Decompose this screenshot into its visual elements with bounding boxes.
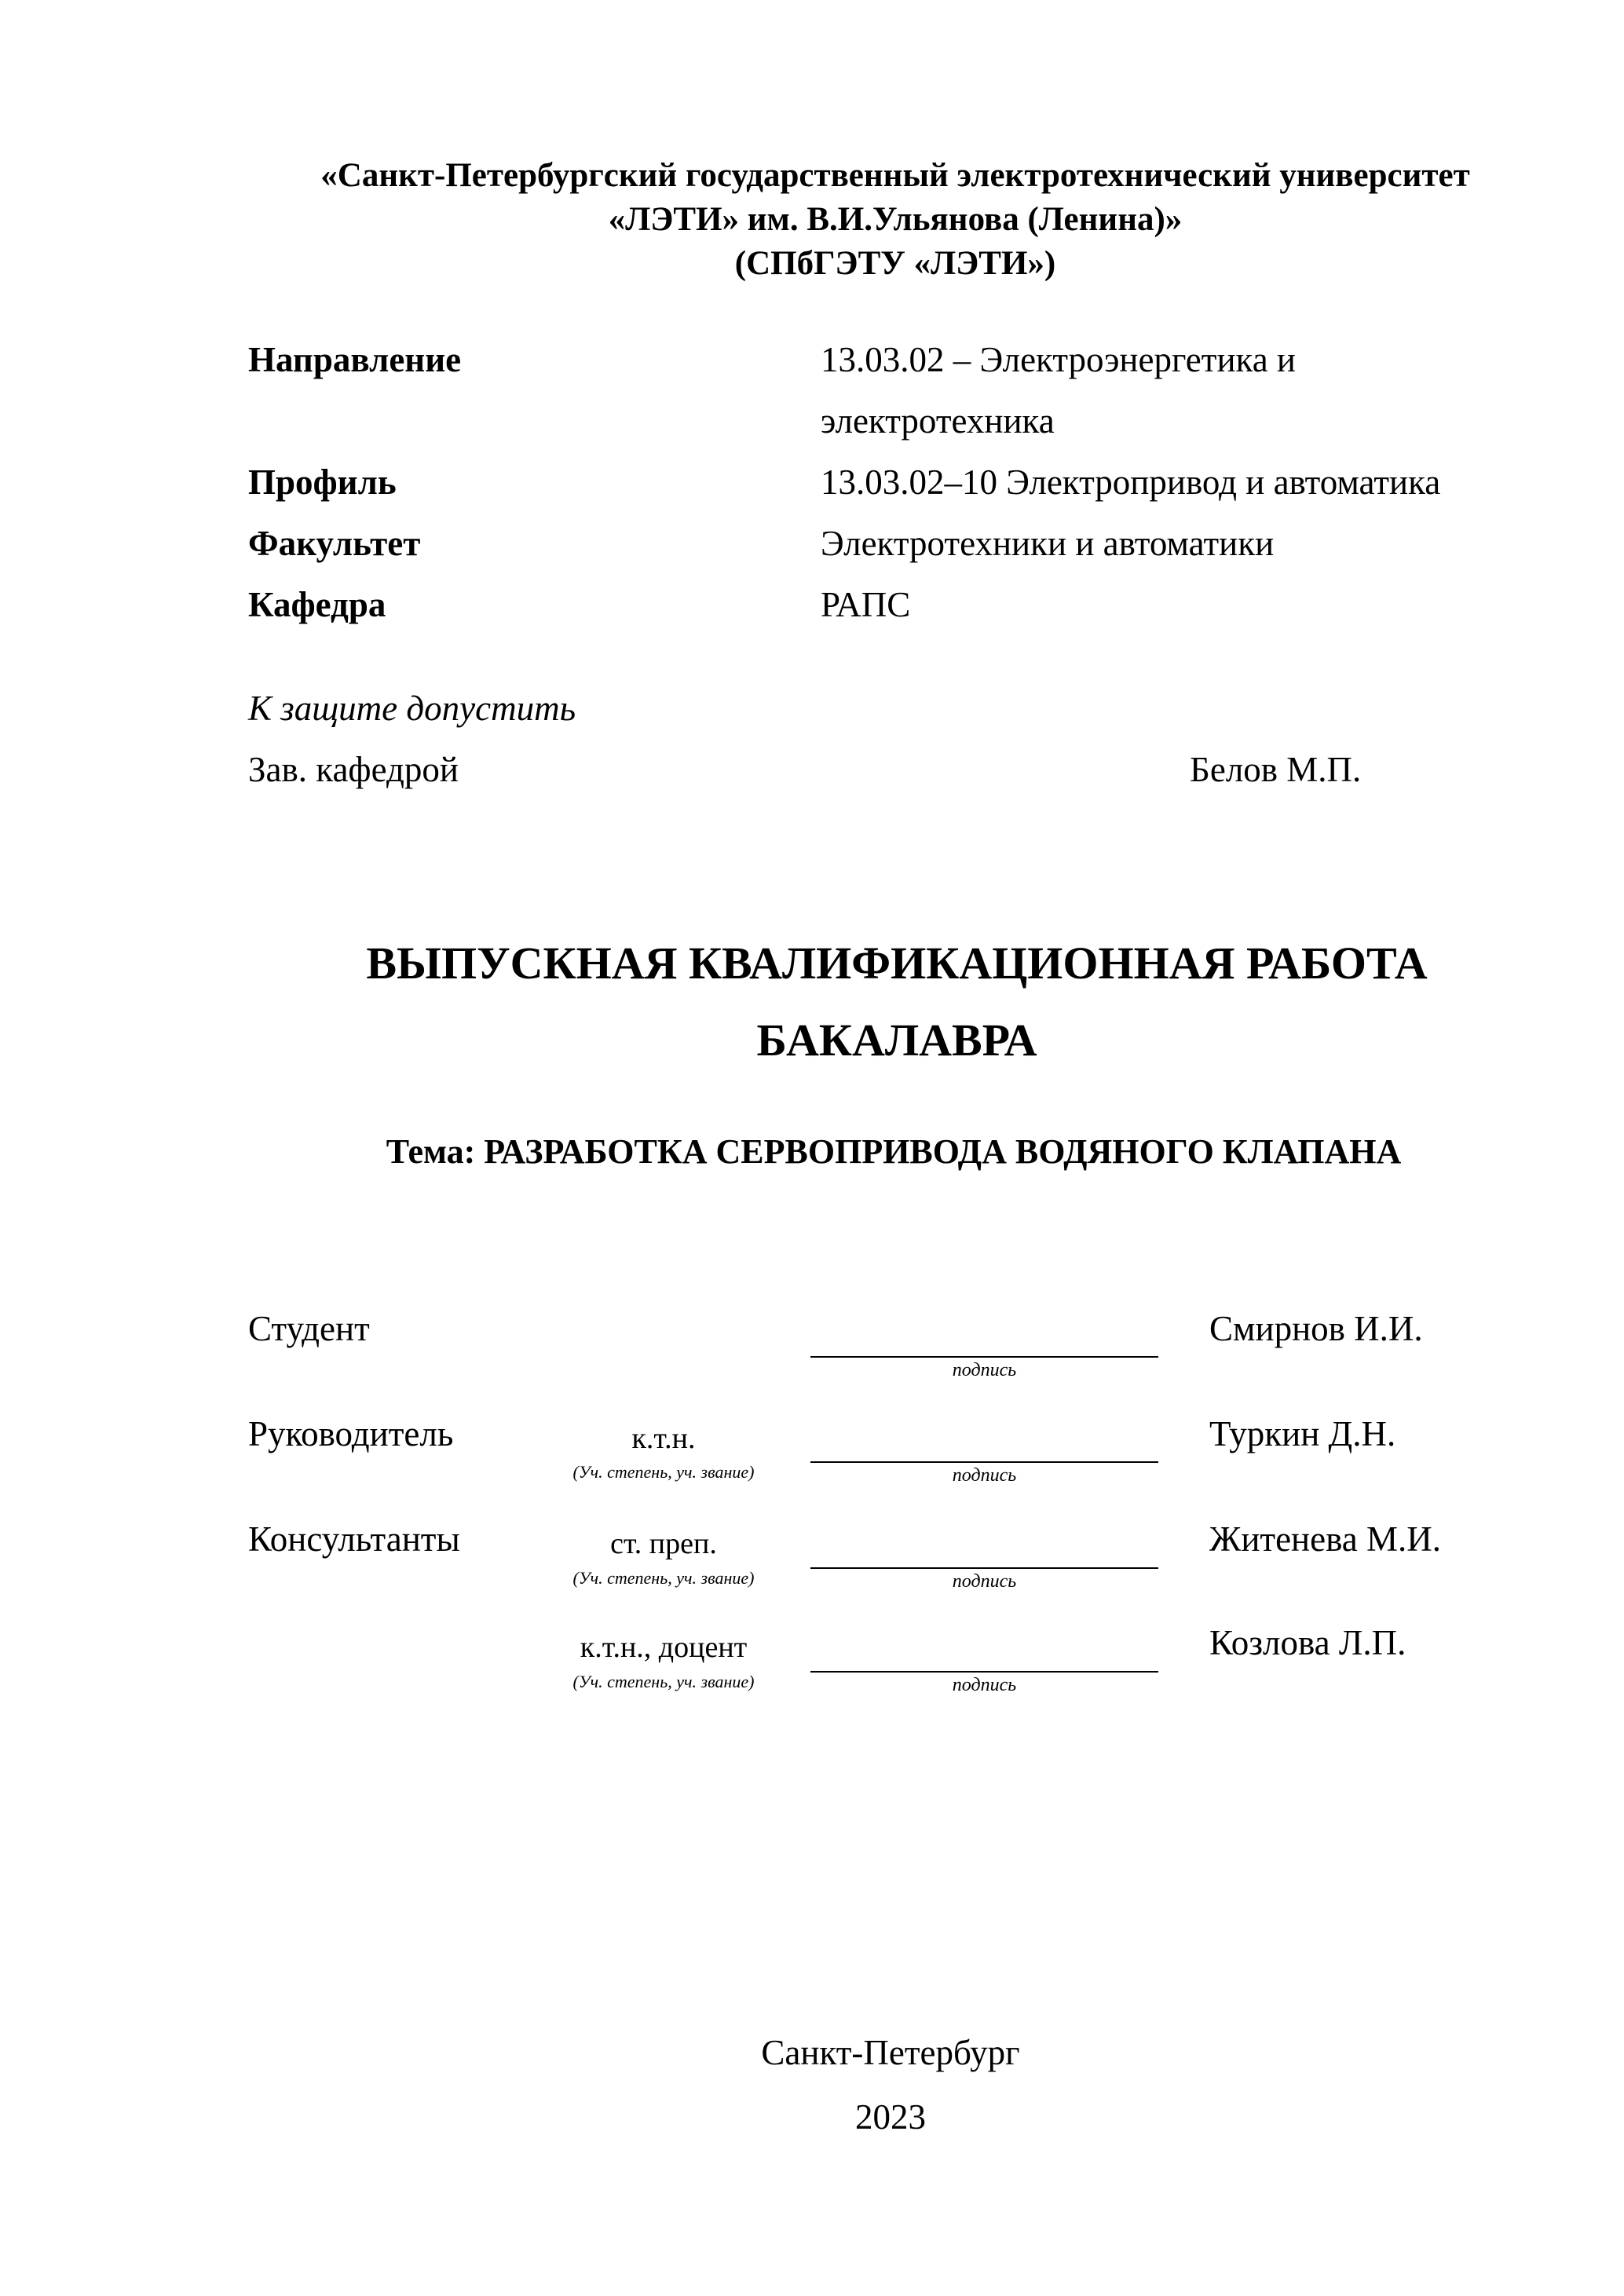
student-signature-line xyxy=(810,1356,1158,1358)
faculty-label: Факультет xyxy=(248,524,421,563)
consultant1-name: Житенева М.И. xyxy=(1209,1519,1441,1559)
consultant2-degree-caption: (Уч. степень, уч. звание) xyxy=(572,1672,755,1691)
university-name-line1: «Санкт-Петербургский государственный электротехнический университет xyxy=(320,157,1470,194)
consultant1-signature-caption: подпись xyxy=(952,1571,1017,1592)
student-signature-caption: подпись xyxy=(952,1360,1017,1380)
supervisor-signature-line xyxy=(810,1461,1158,1463)
profile-label: Профиль xyxy=(248,462,397,502)
university-header xyxy=(0,154,1624,286)
consultant2-signature-line xyxy=(810,1671,1158,1673)
student-name: Смирнов И.И. xyxy=(1209,1309,1423,1348)
title-line1: ВЫПУСКНАЯ КВАЛИФИКАЦИОННАЯ РАБОТА xyxy=(366,938,1428,989)
year: 2023 xyxy=(855,2097,926,2137)
thesis-topic: Тема: РАЗРАБОТКА СЕРВОПРИВОДА ВОДЯНОГО КЛАПАНА xyxy=(386,1132,1402,1171)
university-abbrev: (СПбГЭТУ «ЛЭТИ») xyxy=(734,245,1056,282)
department-value: РАПС xyxy=(821,585,911,624)
consultants-label: Консультанты xyxy=(248,1519,460,1559)
direction-label: Направление xyxy=(248,340,462,379)
title-line2: БАКАЛАВРА xyxy=(756,1015,1037,1066)
university-name-line2: «ЛЭТИ» им. В.И.Ульянова (Ленина)» xyxy=(608,201,1183,238)
consultant1-degree-caption: (Уч. степень, уч. звание) xyxy=(572,1568,755,1588)
consultant2-degree: к.т.н., доцент xyxy=(580,1631,748,1664)
consultant2-name: Козлова Л.П. xyxy=(1209,1623,1406,1662)
supervisor-degree: к.т.н. xyxy=(631,1422,696,1455)
head-of-department-name: Белов М.П. xyxy=(1190,750,1362,789)
consultant1-signature-line xyxy=(810,1567,1158,1569)
direction-value-line2: электротехника xyxy=(821,401,1055,441)
consultant2-signature-caption: подпись xyxy=(952,1675,1017,1695)
city: Санкт-Петербург xyxy=(761,2033,1020,2072)
document-title xyxy=(0,925,1624,1079)
supervisor-label: Руководитель xyxy=(248,1414,454,1453)
supervisor-signature-caption: подпись xyxy=(952,1465,1017,1486)
supervisor-degree-caption: (Уч. степень, уч. звание) xyxy=(572,1462,755,1482)
direction-value-line1: 13.03.02 – Электроэнергетика и xyxy=(821,340,1297,379)
supervisor-name: Туркин Д.Н. xyxy=(1209,1414,1396,1453)
profile-value: 13.03.02–10 Электропривод и автоматика xyxy=(821,462,1441,502)
admit-to-defense: К защите допустить xyxy=(248,689,576,728)
faculty-value: Электротехники и автоматики xyxy=(821,524,1275,563)
department-label: Кафедра xyxy=(248,585,386,624)
consultant1-degree: ст. преп. xyxy=(610,1527,717,1560)
student-label: Студент xyxy=(248,1309,370,1348)
head-of-department-label: Зав. кафедрой xyxy=(248,750,459,789)
